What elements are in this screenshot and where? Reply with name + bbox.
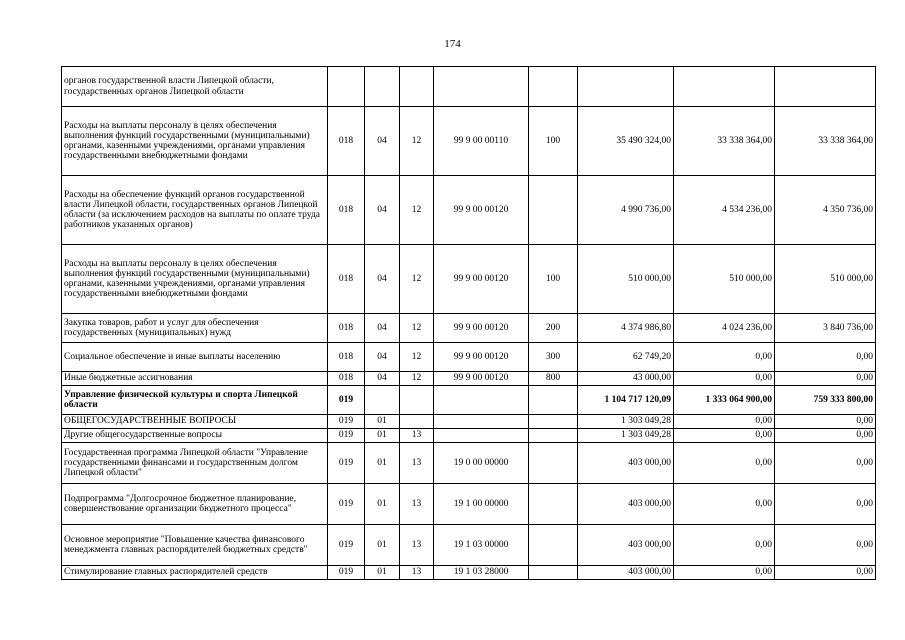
expense-name-cell: Управление физической культуры и спорта Липецкой области <box>62 386 328 415</box>
target-item-code-cell: 99 9 00 00120 <box>434 176 529 245</box>
expense-name-cell: Социальное обеспечение и иные выплаты населению <box>62 343 328 372</box>
amount-year3-cell: 4 350 736,00 <box>775 176 876 245</box>
amount-year3-cell: 0,00 <box>775 443 876 484</box>
expense-type-code-cell: 800 <box>529 372 578 386</box>
ministry-code-cell: 019 <box>328 386 365 415</box>
section-code-cell: 04 <box>365 176 400 245</box>
subsection-code-cell: 12 <box>400 372 434 386</box>
table-row <box>62 372 876 386</box>
subsection-code-cell: 12 <box>400 176 434 245</box>
expense-type-code-cell <box>529 443 578 484</box>
amount-year3-cell: 0,00 <box>775 525 876 566</box>
amount-year1-cell: 35 490 324,00 <box>578 107 674 176</box>
ministry-code-cell: 018 <box>328 343 365 372</box>
expense-name-cell: Расходы на выплаты персоналу в целях обеспечения выполнения функций государственными (муниципальными) органами, казенными учреждениями, органами управления государственными внебюджетными фондами <box>62 107 328 176</box>
expense-type-code-cell <box>529 429 578 443</box>
amount-year1-cell: 4 990 736,00 <box>578 176 674 245</box>
subsection-code-cell: 13 <box>400 443 434 484</box>
subsection-code-cell <box>400 67 434 107</box>
ministry-code-cell: 019 <box>328 566 365 580</box>
amount-year3-cell: 0,00 <box>775 566 876 580</box>
ministry-code-cell: 019 <box>328 443 365 484</box>
amount-year2-cell: 0,00 <box>674 443 775 484</box>
ministry-code-cell: 018 <box>328 176 365 245</box>
amount-year1-cell: 1 303 049,28 <box>578 415 674 429</box>
amount-year1-cell: 510 000,00 <box>578 245 674 314</box>
table-row <box>62 525 876 566</box>
amount-year3-cell: 759 333 800,00 <box>775 386 876 415</box>
budget-table <box>61 66 876 580</box>
subsection-code-cell: 12 <box>400 343 434 372</box>
target-item-code-cell: 19 1 03 00000 <box>434 525 529 566</box>
amount-year2-cell: 4 024 236,00 <box>674 314 775 343</box>
amount-year2-cell: 0,00 <box>674 343 775 372</box>
target-item-code-cell <box>434 429 529 443</box>
amount-year2-cell: 0,00 <box>674 484 775 525</box>
expense-name-cell: Иные бюджетные ассигнования <box>62 372 328 386</box>
target-item-code-cell <box>434 386 529 415</box>
subsection-code-cell: 12 <box>400 314 434 343</box>
budget-table-body <box>62 67 876 580</box>
expense-type-code-cell <box>529 525 578 566</box>
section-code-cell <box>365 67 400 107</box>
expense-type-code-cell <box>529 484 578 525</box>
table-row <box>62 386 876 415</box>
subsection-code-cell: 13 <box>400 484 434 525</box>
section-code-cell <box>365 386 400 415</box>
subsection-code-cell: 13 <box>400 566 434 580</box>
expense-type-code-cell <box>529 566 578 580</box>
section-code-cell: 01 <box>365 415 400 429</box>
amount-year1-cell: 1 303 049,28 <box>578 429 674 443</box>
table-row <box>62 176 876 245</box>
amount-year3-cell: 0,00 <box>775 484 876 525</box>
ministry-code-cell: 019 <box>328 429 365 443</box>
section-code-cell: 01 <box>365 429 400 443</box>
amount-year1-cell: 1 104 717 120,09 <box>578 386 674 415</box>
expense-type-code-cell: 300 <box>529 343 578 372</box>
amount-year1-cell: 403 000,00 <box>578 566 674 580</box>
expense-name-cell: Расходы на обеспечение функций органов государственной власти Липецкой области, государственных органов Липецкой области (за исключением расходов на выплаты по оплате труда работников указанных органов) <box>62 176 328 245</box>
section-code-cell: 04 <box>365 314 400 343</box>
expense-name-cell: Другие общегосударственные вопросы <box>62 429 328 443</box>
table-row <box>62 429 876 443</box>
ministry-code-cell: 018 <box>328 107 365 176</box>
target-item-code-cell <box>434 415 529 429</box>
target-item-code-cell: 19 0 00 00000 <box>434 443 529 484</box>
amount-year1-cell: 4 374 986,80 <box>578 314 674 343</box>
amount-year2-cell: 33 338 364,00 <box>674 107 775 176</box>
expense-type-code-cell <box>529 176 578 245</box>
amount-year3-cell: 0,00 <box>775 372 876 386</box>
amount-year3-cell: 0,00 <box>775 429 876 443</box>
section-code-cell: 01 <box>365 484 400 525</box>
amount-year1-cell: 403 000,00 <box>578 525 674 566</box>
expense-type-code-cell <box>529 415 578 429</box>
section-code-cell: 01 <box>365 525 400 566</box>
target-item-code-cell <box>434 67 529 107</box>
subsection-code-cell <box>400 386 434 415</box>
amount-year2-cell: 1 333 064 900,00 <box>674 386 775 415</box>
expense-name-cell: Подпрограмма "Долгосрочное бюджетное планирование, совершенствование организации бюджетного процесса" <box>62 484 328 525</box>
amount-year2-cell: 0,00 <box>674 429 775 443</box>
target-item-code-cell: 99 9 00 00120 <box>434 245 529 314</box>
expense-name-cell: Расходы на выплаты персоналу в целях обеспечения выполнения функций государственными (муниципальными) органами, казенными учреждениями, органами управления государственными внебюджетными фондами <box>62 245 328 314</box>
expense-type-code-cell <box>529 67 578 107</box>
amount-year1-cell: 62 749,20 <box>578 343 674 372</box>
expense-name-cell: Государственная программа Липецкой области "Управление государственными финансами и государственным долгом Липецкой области" <box>62 443 328 484</box>
table-row <box>62 67 876 107</box>
expense-name-cell: Стимулирование главных распорядителей средств <box>62 566 328 580</box>
ministry-code-cell: 018 <box>328 372 365 386</box>
subsection-code-cell: 12 <box>400 107 434 176</box>
ministry-code-cell: 019 <box>328 484 365 525</box>
amount-year1-cell: 403 000,00 <box>578 484 674 525</box>
amount-year2-cell: 4 534 236,00 <box>674 176 775 245</box>
table-row <box>62 314 876 343</box>
expense-type-code-cell: 100 <box>529 245 578 314</box>
page-number: 174 <box>444 38 461 50</box>
table-row <box>62 443 876 484</box>
ministry-code-cell: 019 <box>328 525 365 566</box>
amount-year3-cell: 0,00 <box>775 415 876 429</box>
ministry-code-cell: 018 <box>328 314 365 343</box>
amount-year3-cell: 33 338 364,00 <box>775 107 876 176</box>
amount-year1-cell: 43 000,00 <box>578 372 674 386</box>
expense-name-cell: ОБЩЕГОСУДАРСТВЕННЫЕ ВОПРОСЫ <box>62 415 328 429</box>
target-item-code-cell: 99 9 00 00120 <box>434 314 529 343</box>
expense-name-cell: Основное мероприятие "Повышение качества финансового менеджмента главных распорядителей бюджетных средств" <box>62 525 328 566</box>
amount-year2-cell: 0,00 <box>674 525 775 566</box>
section-code-cell: 04 <box>365 343 400 372</box>
section-code-cell: 01 <box>365 443 400 484</box>
amount-year3-cell: 0,00 <box>775 343 876 372</box>
target-item-code-cell: 19 1 03 28000 <box>434 566 529 580</box>
expense-type-code-cell <box>529 386 578 415</box>
expense-name-cell: Закупка товаров, работ и услуг для обеспечения государственных (муниципальных) нужд <box>62 314 328 343</box>
amount-year3-cell <box>775 67 876 107</box>
section-code-cell: 04 <box>365 245 400 314</box>
section-code-cell: 01 <box>365 566 400 580</box>
amount-year3-cell: 510 000,00 <box>775 245 876 314</box>
table-row <box>62 107 876 176</box>
target-item-code-cell: 99 9 00 00120 <box>434 343 529 372</box>
table-row <box>62 415 876 429</box>
table-row <box>62 484 876 525</box>
ministry-code-cell: 019 <box>328 415 365 429</box>
target-item-code-cell: 99 9 00 00110 <box>434 107 529 176</box>
subsection-code-cell: 12 <box>400 245 434 314</box>
amount-year2-cell: 510 000,00 <box>674 245 775 314</box>
amount-year2-cell: 0,00 <box>674 566 775 580</box>
amount-year2-cell: 0,00 <box>674 415 775 429</box>
table-row <box>62 245 876 314</box>
amount-year1-cell <box>578 67 674 107</box>
ministry-code-cell: 018 <box>328 245 365 314</box>
expense-type-code-cell: 100 <box>529 107 578 176</box>
section-code-cell: 04 <box>365 372 400 386</box>
subsection-code-cell: 13 <box>400 429 434 443</box>
table-row <box>62 566 876 580</box>
subsection-code-cell <box>400 415 434 429</box>
subsection-code-cell: 13 <box>400 525 434 566</box>
expense-type-code-cell: 200 <box>529 314 578 343</box>
expense-name-cell: органов государственной власти Липецкой области, государственных органов Липецкой области <box>62 67 328 107</box>
target-item-code-cell: 19 1 00 00000 <box>434 484 529 525</box>
target-item-code-cell: 99 9 00 00120 <box>434 372 529 386</box>
amount-year1-cell: 403 000,00 <box>578 443 674 484</box>
amount-year3-cell: 3 840 736,00 <box>775 314 876 343</box>
section-code-cell: 04 <box>365 107 400 176</box>
amount-year2-cell <box>674 67 775 107</box>
ministry-code-cell <box>328 67 365 107</box>
amount-year2-cell: 0,00 <box>674 372 775 386</box>
table-row <box>62 343 876 372</box>
